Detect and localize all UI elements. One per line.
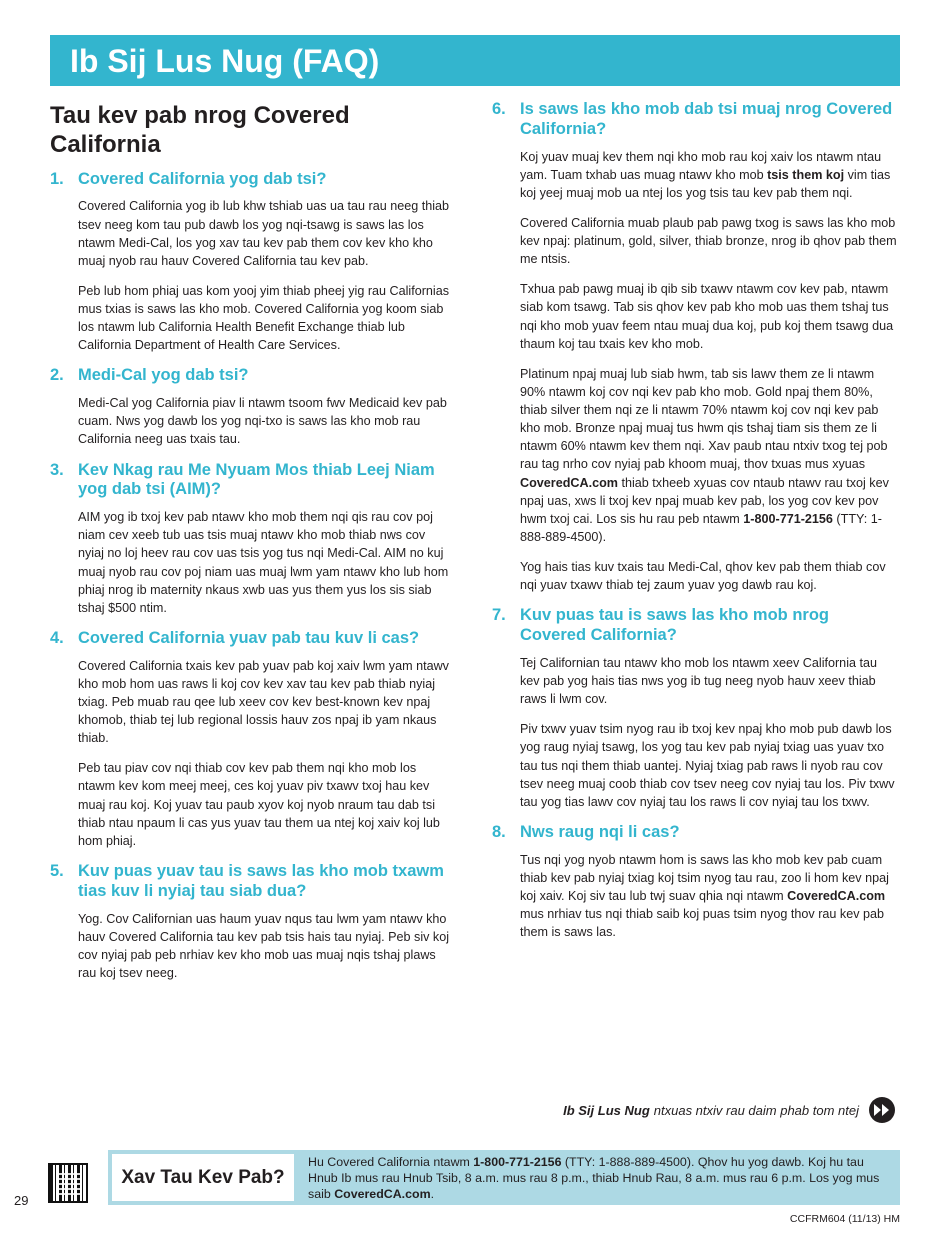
continued-note — [563, 1097, 895, 1123]
faq-question-heading — [50, 170, 452, 190]
faq-answer — [78, 197, 452, 354]
faq-question-heading — [50, 461, 452, 501]
faq-question — [492, 100, 898, 594]
faq-question-title: Kuv puas yuav tau is saws las kho mob txawm tias kuv li nyiaj tau siab dua? — [78, 861, 444, 900]
help-text: Hu Covered California ntawm 1-800-771-2156 (TTY: 1-888-889-4500). Qhov hu yog dawb. Koj hu tau Hnub Ib mus rau Hnub Tsib, 8 a.m. mus rau 8 p.m., thiab Hnub Rau, 8 a.m. mus rau 6 p.m. Los yog mus saib CoveredCA.com. — [308, 1155, 880, 1202]
faq-question-number: 2. — [50, 366, 64, 385]
right-question-list — [492, 100, 898, 941]
faq-question-number: 7. — [492, 606, 506, 625]
page-header-banner — [50, 35, 900, 86]
faq-question-heading — [50, 629, 452, 649]
faq-question — [50, 862, 452, 982]
faq-question — [50, 461, 452, 617]
faq-answer-paragraph: Yog. Cov Californian uas haum yuav nqus tau lwm yam ntawv kho hauv Covered California tau kev pab tsis hais tau nyiaj. Peb siv koj cov nyiaj pab peb nrhiav kev kho mob uas muaj nqis tshaj plaws rau koj tsev neeg. — [78, 911, 450, 980]
faq-question — [50, 366, 452, 448]
faq-question-title: Covered California yog dab tsi? — [78, 169, 327, 188]
page-title: Ib Sij Lus Nug (FAQ) — [70, 42, 380, 79]
faq-question-heading — [50, 366, 452, 386]
faq-question-number: 4. — [50, 628, 64, 647]
left-question-list — [50, 170, 452, 982]
faq-answer — [78, 910, 452, 983]
faq-question-title: Is saws las kho mob dab tsi muaj nrog Covered California? — [520, 100, 893, 138]
page-number: 29 — [14, 1193, 29, 1208]
faq-question-number: 5. — [50, 861, 64, 880]
faq-answer-paragraph: Platinum npaj muaj lub siab hwm, tab sis lawv them ze li ntawm 90% ntawm koj cov nqi kev pab kho mob. Gold npaj them 80%, thiab silver them nqi ze li ntawm 70% ntawm koj cov nqi kev pab kho mob. Bronze npaj muaj tus hwm qis tshaj tiam sis them ze li ntawm 60% ntawm kev them nqi. Xav paub ntau ntxiv txog tej pob rau tag nrho cov nyiaj pab khoom muaj, thov txuas mus xyuas CoveredCA.com thiab txheeb xyuas cov ntaub ntawv rau txoj kev npaj uas, xws li txoj kev npaj muab kev pab, los yog cov kev pov hwm txoj cai. Los sis hu rau peb ntawm 1-800-771-2156 (TTY: 1-888-889-4500). — [520, 366, 889, 544]
faq-question — [492, 823, 898, 941]
faq-question-title: Kev Nkag rau Me Nyuam Mos thiab Leej Niam yog dab tsi (AIM)? — [78, 460, 435, 499]
faq-answer-paragraph: Yog hais tias kuv txais tau Medi-Cal, qhov kev pab them thiab cov nqi yuav txawv thiab tej zaum yuav yog dawb rau koj. — [520, 560, 886, 593]
faq-question-heading — [492, 606, 898, 646]
faq-question-number: 6. — [492, 100, 506, 118]
faq-answer-paragraph: Peb lub hom phiaj uas kom yooj yim thiab pheej yig rau Californias mus txias is saws las kho mob. Covered California yog koom siab los ntawm lub California Health Benefit Exchange thiab lub California Department of Health Care Services. — [78, 283, 450, 353]
faq-question-heading — [492, 100, 898, 140]
faq-answer — [78, 657, 452, 850]
faq-answer — [78, 394, 452, 448]
left-column — [50, 100, 452, 994]
section-heading: Tau kev pab nrog Covered California — [50, 102, 350, 158]
faq-answer-paragraph: Medi-Cal yog California piav li ntawm tsoom fwv Medicaid kev pab cuam. Nws yog dawb los yog nqi-txo is saws las kho mob rau California neeg uas txais tau. — [78, 396, 447, 447]
help-bar — [108, 1150, 900, 1205]
faq-answer-paragraph: Covered California yog ib lub khw tshiab uas ua tau rau neeg thiab tsev neeg kom tau pub dawb los yog nqi-tsawg is saws las los ntawm Medi-Cal, los yog xav tau kev pab them cov kev kho kho muaj nyob rau hauv Covered California tau kev pab. — [78, 199, 450, 268]
faq-answer — [520, 654, 898, 811]
faq-question — [50, 170, 452, 355]
faq-answer — [78, 508, 452, 617]
continued-note-text: ntxuas ntxiv rau daim phab tom ntej — [653, 1102, 859, 1118]
faq-question-number: 3. — [50, 460, 64, 479]
qr-code-icon — [48, 1163, 88, 1203]
faq-answer-paragraph: Piv txwv yuav tsim nyog rau ib txoj kev npaj kho mob pub dawb los yog raug nyiaj tsawg, los yog tau kev pab nyiaj txiag uas yuav txo tau tus nqi them thiab uantej. Nyiaj txiag pab raws li nyob rau cov tsev neeg muaj coob thiab cov tsev neeg cov nyiaj tau los. Piv txwv tau yog tias lawv cov nyiaj tau los raws li cov nyiaj tau los txwv. — [520, 722, 895, 809]
continued-note-bold: Ib Sij Lus Nug — [563, 1102, 650, 1118]
faq-answer-paragraph: Covered California muab plaub pab pawg txog is saws las kho mob kev npaj: platinum, gold, silver, thiab bronze, nrog ib qhov pab them me ntsis. — [520, 215, 897, 267]
next-page-icon — [869, 1097, 895, 1123]
right-column — [492, 100, 898, 953]
faq-question-title: Medi-Cal yog dab tsi? — [78, 366, 249, 385]
faq-answer-paragraph: Tus nqi yog nyob ntawm hom is saws las kho mob kev pab cuam thiab kev pab nyiaj txiag koj tsim nyog tau rau, zoo li hom kev npaj koj xaiv. Koj siv tau lub twj suav qhia nqi ntawm CoveredCA.com mus nrhiav tus nqi thiab saib koj puas tsim nyog thov rau kev pab them is saws las. — [520, 852, 889, 940]
faq-question-title: Kuv puas tau is saws las kho mob nrog Covered California? — [520, 606, 829, 645]
faq-answer-paragraph: Peb tau piav cov nqi thiab cov kev pab them nqi kho mob los ntawm kev kom meej meej, ces koj yuav piv txawv txoj hau kev muaj rau koj. Koj yuav tau paub xyov koj nyob nraum tau dab tsi thiab ntau npaum li cas yus yuav tau them ua ntej koj xaiv koj lub hom phiaj. — [78, 761, 440, 848]
faq-question — [492, 606, 898, 811]
faq-question-title: Nws raug nqi li cas? — [520, 822, 680, 841]
faq-answer — [520, 148, 898, 595]
faq-question-number: 1. — [50, 169, 64, 188]
faq-question-title: Covered California yuav pab tau kuv li cas? — [78, 628, 420, 647]
faq-answer-paragraph: Txhua pab pawg muaj ib qib sib txawv ntawm cov kev pab, ntawm siab kom tsawg. Tab sis qhov kev pab kho mob uas them tshaj tus nqi kho mob yuav feem ntau muaj dua koj, pub koj them tsawg dua thaum koj tau txais kev kho mob. — [520, 282, 894, 351]
faq-answer-paragraph: Tej Californian tau ntawv kho mob los ntawm xeev California tau kev pab yog hais tias nws yog ib tug neeg nyob hauv xeev thiab raws li lwm cov. — [520, 655, 877, 707]
faq-question-heading — [50, 862, 452, 902]
faq-question-number: 8. — [492, 822, 506, 841]
help-label: Xav Tau Kev Pab? — [112, 1154, 294, 1201]
faq-answer — [520, 851, 898, 942]
faq-answer-paragraph: Covered California txais kev pab yuav pab koj xaiv lwm yam ntawv kho mob hom uas raws li koj cov kev xav tau kev pab thiab nyiaj txiag. Peb muab rau qee lub xeev cov kev best-known kev npaj khomob, thiab tej lub regional lossis hauv zos npaj ib yam nkaus thiab. — [78, 658, 449, 746]
faq-answer-paragraph: Koj yuav muaj kev them nqi kho mob rau koj xaiv los ntawm ntau yam. Tuam txhab uas muag ntawv kho mob tsis them koj vim tias koj yeej muaj mob ua ntej los yog tsis tau kev pab them nqi. — [520, 149, 891, 200]
faq-question-heading — [492, 823, 898, 843]
form-code: CCFRM604 (11/13) HM — [789, 1213, 900, 1225]
faq-question — [50, 629, 452, 850]
faq-answer-paragraph: AIM yog ib txoj kev pab ntawv kho mob them nqi qis rau cov poj niam cev xeeb tub uas tsis muaj ntawv kho mob thiab nws cov nyiaj no loj heev rau cov uas tsis yog tus nqi Medi-Cal. AIM no kuj muaj nyob rau cov poj niam uas muaj lwm yam ntawv kho lub hom phiaj nrog ib maternity nkaus xwb uas yus them yus los sis siab tshaj $500 ntim. — [78, 510, 449, 615]
